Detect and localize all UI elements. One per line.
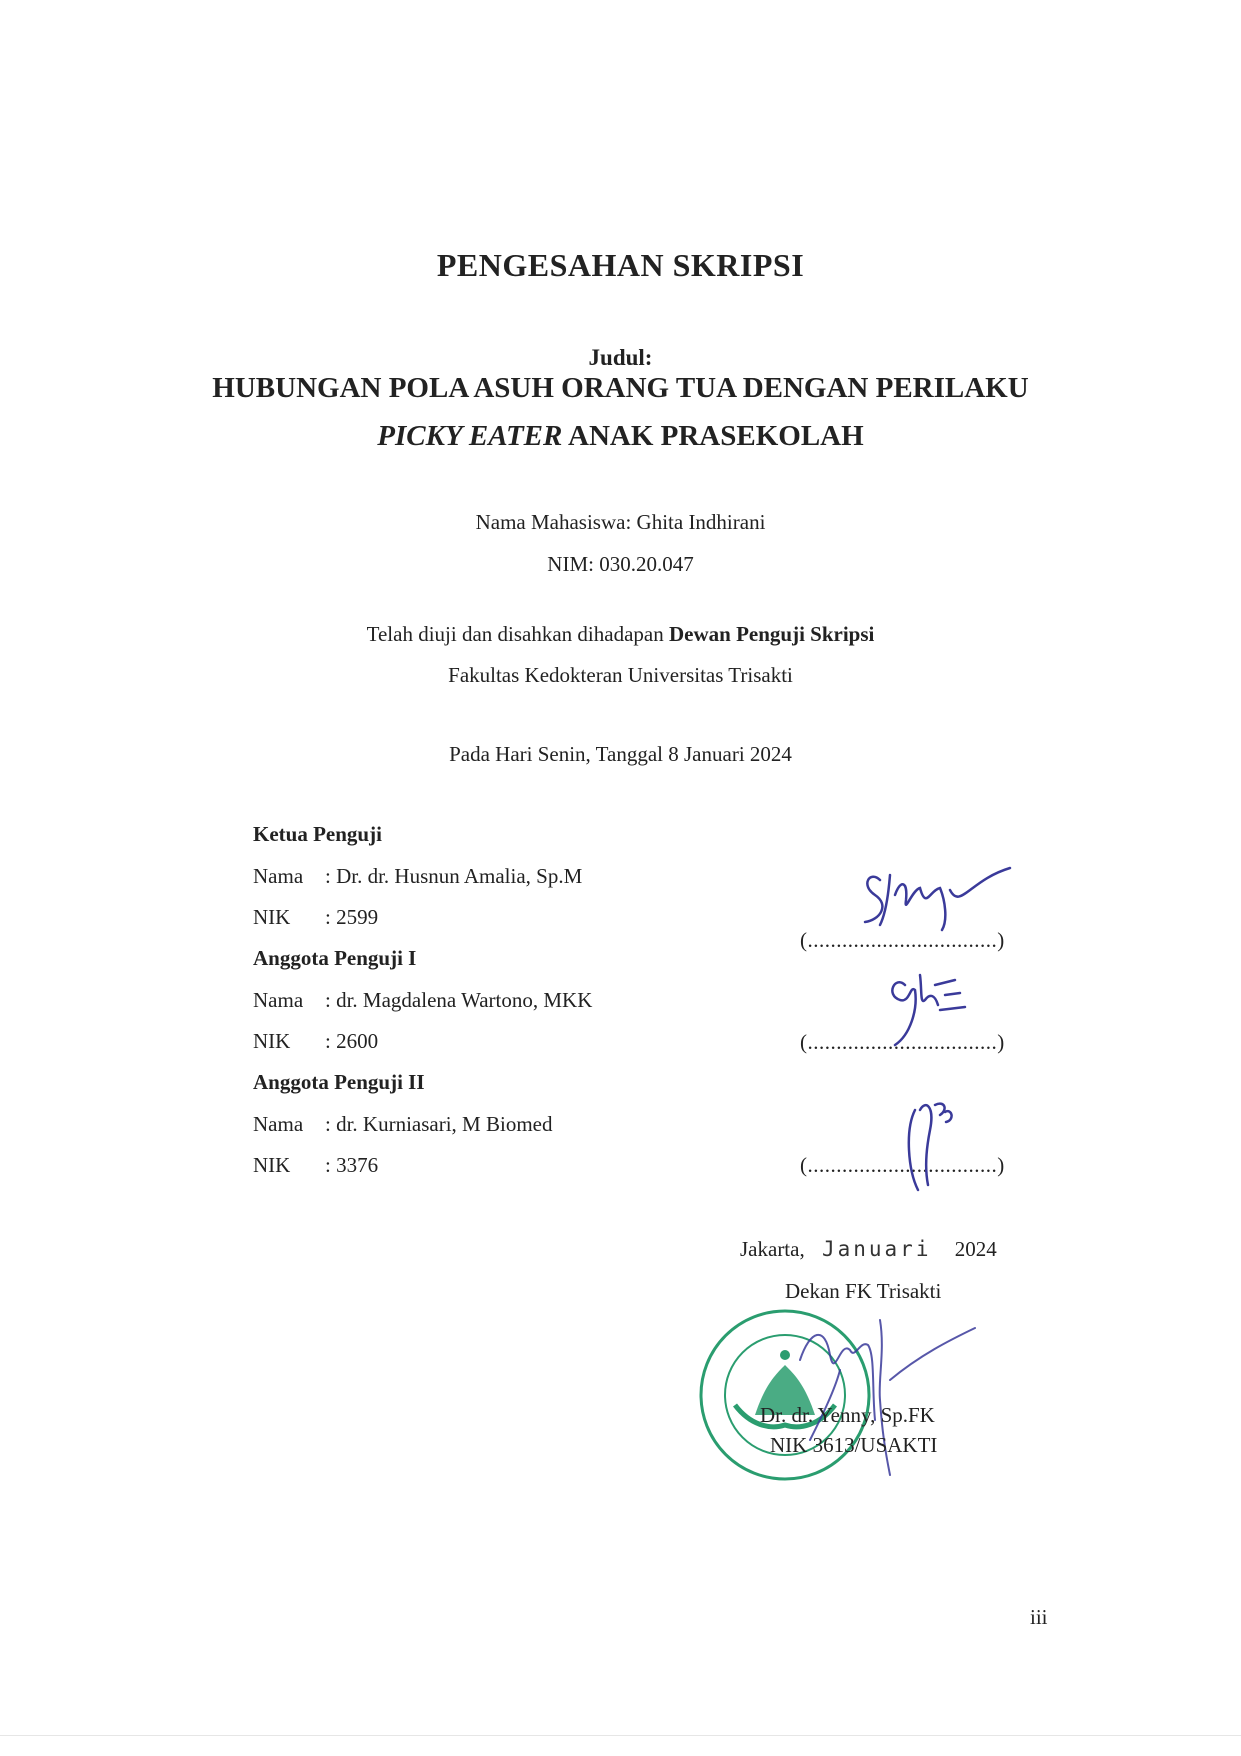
jakarta-date — [740, 1237, 997, 1262]
page-title: PENGESAHAN SKRIPSI — [436, 247, 805, 283]
dekan-name: Dr. dr. Yenny, Sp.FK — [760, 1403, 935, 1427]
role-ketua: Ketua Penguji — [253, 822, 382, 846]
nik-label: NIK — [253, 1029, 291, 1053]
jakarta-label: Jakarta, — [740, 1237, 805, 1261]
signature-line-ketua: (.................................) — [800, 928, 1005, 952]
anggota2-nik-row — [253, 1153, 378, 1178]
judul-italic: PICKY EATER — [377, 420, 563, 452]
signature-line-anggota-1: (.................................) — [800, 1030, 1005, 1054]
judul-line-2 — [0, 420, 1241, 453]
signature-ketua-icon — [850, 860, 1020, 940]
signature-line-anggota-2: (.................................) — [800, 1153, 1005, 1177]
ketua-nama: : Dr. dr. Husnun Amalia, Sp.M — [325, 864, 583, 888]
nim: NIM: 030.20.047 — [547, 552, 694, 576]
nama-label: Nama — [253, 1112, 304, 1136]
anggota1-nama-row — [253, 988, 592, 1013]
nama-label: Nama — [253, 864, 304, 888]
judul-label: Judul: — [588, 345, 653, 370]
dekan-title: Dekan FK Trisakti — [785, 1279, 942, 1303]
anggota2-nama-row — [253, 1112, 552, 1137]
ketua-nik-row — [253, 905, 378, 930]
dekan-nik: NIK 3613/USAKTI — [770, 1433, 938, 1457]
nik-label: NIK — [253, 1153, 291, 1177]
ketua-nama-row — [253, 864, 582, 889]
year: 2024 — [954, 1237, 997, 1261]
diuji-bold: Dewan Penguji Skripsi — [668, 622, 875, 646]
anggota1-nama: : dr. Magdalena Wartono, MKK — [325, 988, 593, 1012]
signature-anggota-2-icon — [890, 1090, 970, 1200]
role-anggota-2: Anggota Penguji II — [253, 1070, 425, 1094]
role-anggota-1: Anggota Penguji I — [253, 946, 417, 970]
page-number: iii — [1030, 1605, 1048, 1629]
diuji-prefix: Telah diuji dan disahkan dihadapan — [366, 622, 669, 646]
anggota2-nama: : dr. Kurniasari, M Biomed — [325, 1112, 553, 1136]
anggota1-nik-row — [253, 1029, 378, 1054]
judul-line-1: HUBUNGAN POLA ASUH ORANG TUA DENGAN PERILAKU — [212, 372, 1029, 404]
nik-label: NIK — [253, 905, 291, 929]
handwritten-month: Januari — [821, 1237, 932, 1261]
signature-anggota-1-icon — [880, 965, 1000, 1055]
diuji-statement — [0, 622, 1241, 647]
tanggal-ujian: Pada Hari Senin, Tanggal 8 Januari 2024 — [449, 742, 792, 766]
anggota2-nik: : 3376 — [325, 1153, 379, 1177]
scan-edge-line — [0, 1735, 1241, 1736]
nama-label: Nama — [253, 988, 304, 1012]
judul-rest: ANAK PRASEKOLAH — [562, 420, 864, 452]
fakultas: Fakultas Kedokteran Universitas Trisakti — [448, 663, 793, 687]
anggota1-nik: : 2600 — [325, 1029, 379, 1053]
nama-mahasiswa: Nama Mahasiswa: Ghita Indhirani — [475, 510, 766, 534]
ketua-nik: : 2599 — [325, 905, 379, 929]
